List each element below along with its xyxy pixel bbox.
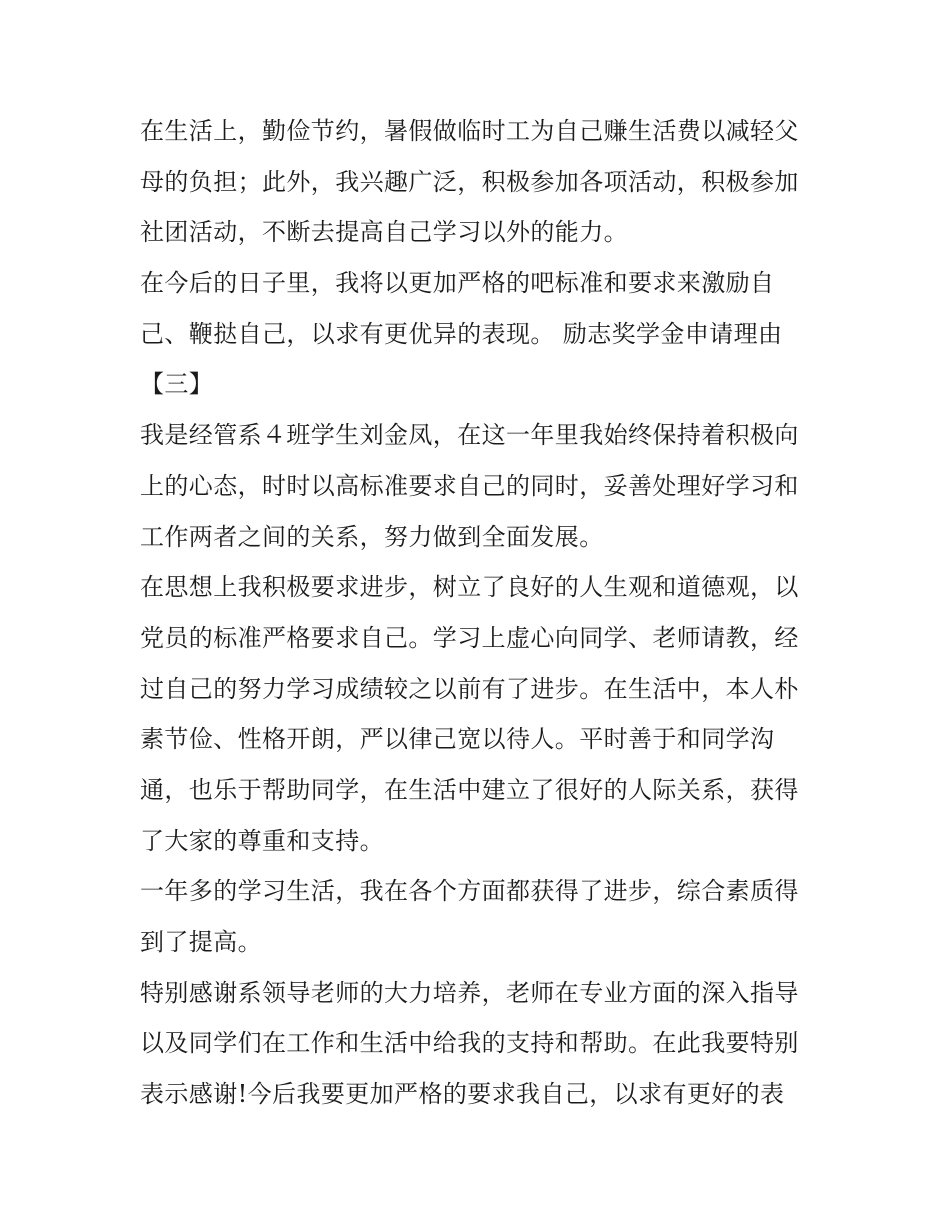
text-line: 了大家的尊重和支持。 — [140, 826, 384, 855]
text-line: 特别感谢系领导老师的大力培养，老师在专业方面的深入指导 — [140, 978, 799, 1007]
text-line: 一年多的学习生活，我在各个方面都获得了进步，综合素质得 — [140, 877, 799, 906]
text-line: 母的负担；此外，我兴趣广泛，积极参加各项活动，积极参加 — [140, 167, 799, 196]
text-line: 到了提高。 — [140, 928, 262, 956]
text-line: 党员的标准严格要求自己。学习上虚心向同学、老师请教，经 — [140, 623, 799, 652]
text-line: 己、鞭挞自己，以求有更优异的表现。 励志奖学金申请理由 — [140, 319, 783, 348]
text-line: 素节俭、性格开朗，严以律己宽以待人。平时善于和同学沟 — [140, 725, 775, 754]
text-line: 在思想上我积极要求进步，树立了良好的人生观和道德观，以 — [140, 573, 799, 602]
text-line: 上的心态，时时以高标准要求自己的同时，妥善处理好学习和 — [140, 471, 799, 500]
text-line: 在今后的日子里，我将以更加严格的吧标准和要求来激励自 — [140, 269, 775, 298]
text-line: 通，也乐于帮助同学，在生活中建立了很好的人际关系，获得 — [140, 775, 799, 804]
text-line: 表示感谢!今后我要更加严格的要求我自己，以求有更好的表 — [140, 1080, 785, 1109]
text-line: 工作两者之间的关系，努力做到全面发展。 — [140, 522, 604, 551]
document-body — [140, 106, 820, 1120]
text-line: 我是经管系４班学生刘金凤，在这一年里我始终保持着积极向 — [140, 421, 799, 450]
section-heading: 【三】 — [140, 370, 214, 399]
text-line: 以及同学们在工作和生活中给我的支持和帮助。在此我要特别 — [140, 1029, 799, 1058]
text-line: 在生活上，勤俭节约，暑假做临时工为自己赚生活费以减轻父 — [140, 117, 799, 145]
text-line: 社团活动，不断去提高自己学习以外的能力。 — [140, 218, 628, 247]
text-line: 过自己的努力学习成绩较之以前有了进步。在生活中，本人朴 — [140, 674, 799, 703]
